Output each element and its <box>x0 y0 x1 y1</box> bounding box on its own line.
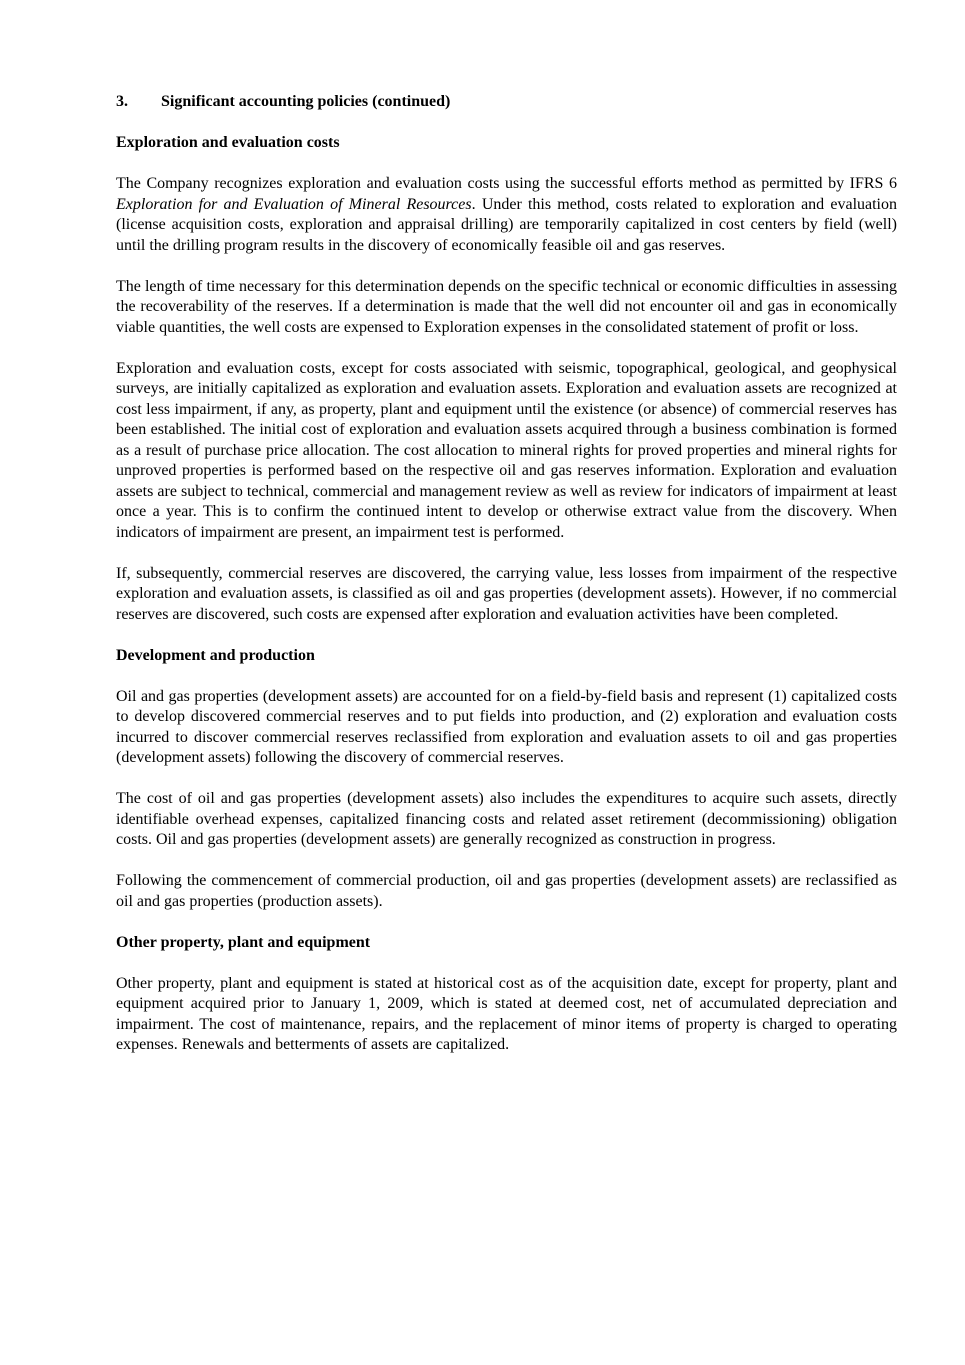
ppe-paragraph-1: Other property, plant and equipment is stated at historical cost as of the acquisition date, except for property, plant and equipment acquired prior to January 1, 2009, which is stated at deemed cost, net of accumulated depreciation and impairment. The cost of maintenance, repairs, and the replacement of minor items of property is charged to operating expenses. Renewals and betterments of assets are capitalized. <box>116 974 897 1053</box>
development-heading: Development and production <box>116 646 315 664</box>
development-paragraph-2: The cost of oil and gas properties (development assets) also includes the expenditures to acquire such assets, directly identifiable overhead expenses, capitalized financing costs and related asset retirement (decommissioning) obligation costs. Oil and gas properties (development assets) are generally recognized as construction in progress. <box>116 790 897 848</box>
exploration-paragraph-3: Exploration and evaluation costs, except for costs associated with seismic, topographical, geological, and geophysical surveys, are initially capitalized as exploration and evaluation assets. Exploration and evaluation assets are recognized at cost less impairment, if any, as property, plant and equipment until the existence (or absence) of commercial reserves has been established. The initial cost of exploration and evaluation assets acquired through a business combination is formed as a result of purchase price allocation. The cost allocation to mineral rights for proved properties and mineral rights for unproved properties is performed based on the respective oil and gas reserves information. Exploration and evaluation assets are subject to technical, commercial and management review as well as review for indicators of impairment at least once a year. This is to confirm the continued intent to develop or otherwise extract value from the discovery. When indicators of impairment are present, an impairment test is performed. <box>116 359 897 541</box>
ppe-heading: Other property, plant and equipment <box>116 933 371 951</box>
development-paragraph-3: Following the commencement of commercial production, oil and gas properties (development assets) are reclassified as oil and gas properties (production assets). <box>116 872 897 910</box>
text-run: The Company recognizes exploration and evaluation costs using the successful efforts method as permitted by IFRS 6 <box>116 175 897 192</box>
section-heading <box>116 92 897 113</box>
document-page <box>116 92 897 1076</box>
text-run: . Under this method, costs related to exploration and evaluation (license acquisition costs, exploration and appraisal drilling) are temporarily capitalized in cost centers by field (well) until the drilling program results in the discovery of economically feasible oil and gas reserves. <box>116 195 898 254</box>
exploration-paragraph-1 <box>116 174 897 256</box>
development-paragraph-1: Oil and gas properties (development assets) are accounted for on a field-by-field basis and represent (1) capitalized costs to develop discovered commercial reserves and to put fields into production, and (2) exploration and evaluation costs incurred to discover commercial reserves reclassified from exploration and evaluation assets to oil and gas properties (development assets) following the discovery of commercial reserves. <box>116 687 897 766</box>
exploration-heading: Exploration and evaluation costs <box>116 134 340 151</box>
standard-title: Exploration for and Evaluation of Mineral Resources <box>116 195 472 213</box>
exploration-paragraph-4: If, subsequently, commercial reserves are discovered, the carrying value, less losses from impairment of the respective exploration and evaluation assets, is classified as oil and gas properties (development assets). However, if no commercial reserves are discovered, such costs are expensed after exploration and evaluation activities have been completed. <box>116 564 897 623</box>
exploration-paragraph-2: The length of time necessary for this determination depends on the specific technical or economic difficulties in assessing the recoverability of the reserves. If a determination is made that the well did not encounter oil and gas in economically viable quantities, the well costs are expensed to Exploration expenses in the consolidated statement of profit or loss. <box>116 277 897 336</box>
section-title: Significant accounting policies (continued) <box>161 93 451 110</box>
section-number: 3. <box>116 93 128 110</box>
